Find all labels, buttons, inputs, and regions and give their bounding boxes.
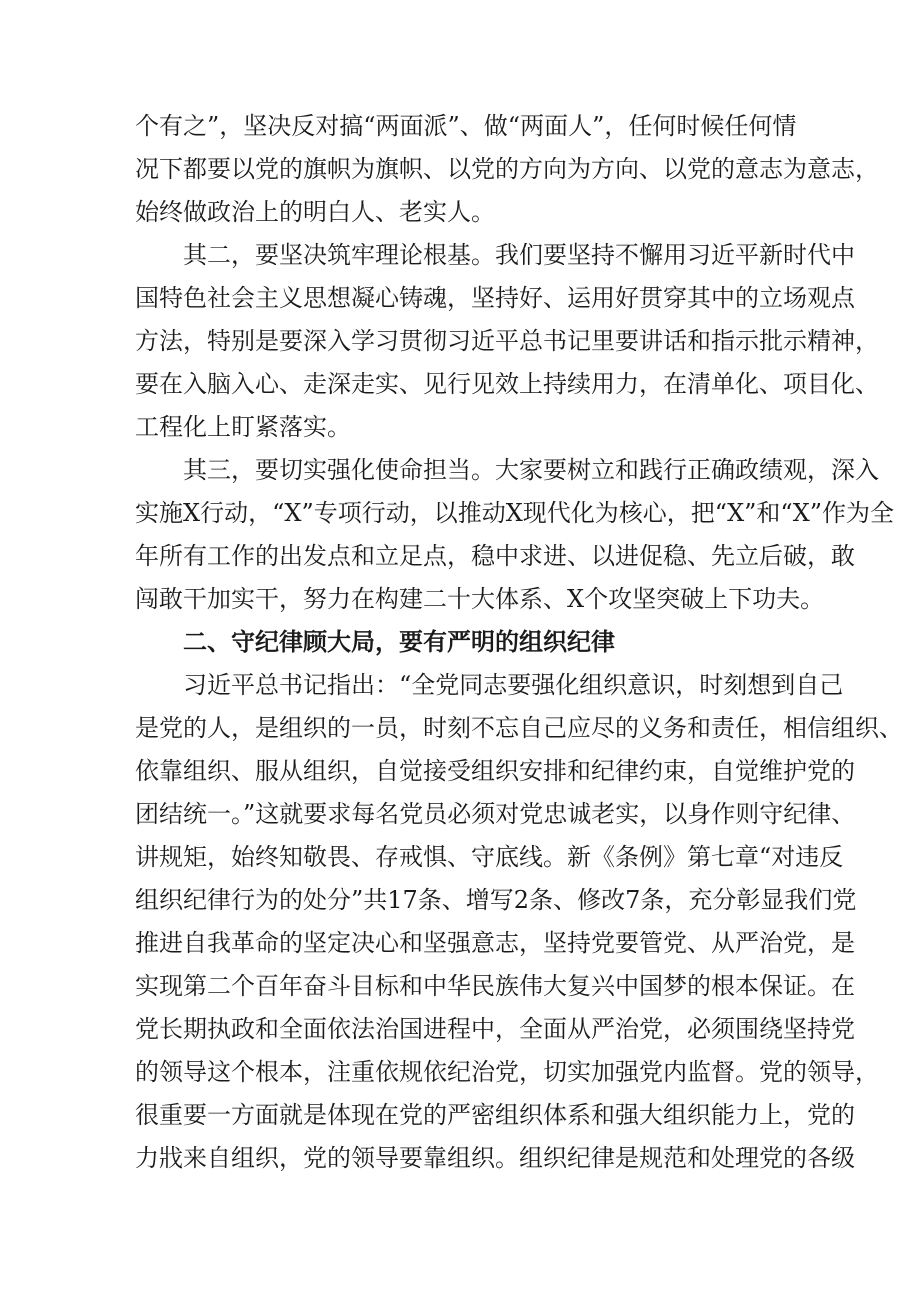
paragraph-line: 团结统一。”这就要求每名党员必须对党忠诚老实，以身作则守纪律、 <box>135 800 856 828</box>
paragraph-line: 是党的人，是组织的一员，时刻不忘自己应尽的义务和责任，相信组织、 <box>135 714 903 742</box>
paragraph-line: 况下都要以党的旗帜为旗帜、以党的方向为方向、以党的意志为意志， <box>135 155 879 183</box>
paragraph-line: 依靠组织、服从组织，自觉接受组织安排和纪律约束，自觉维护党的 <box>135 757 855 785</box>
paragraph-line: 其三，要切实强化使命担当。大家要树立和践行正确政绩观，深入 <box>183 456 879 484</box>
paragraph-line: 个有之”，坚决反对搞“两面派”、做“两面人”，任何时候任何情 <box>135 112 797 140</box>
paragraph-line: 始终做政治上的明白人、老实人。 <box>135 198 495 226</box>
paragraph-line: 的领导这个根本，注重依规依纪治党，切实加强党内监督。党的领导， <box>135 1058 879 1086</box>
paragraph-line: 年所有工作的出发点和立足点，稳中求进、以进促稳、先立后破，敢 <box>135 542 855 570</box>
paragraph-line: 组织纪律行为的处分”共17条、增写2条、修改7条，充分彰显我们党 <box>135 886 857 914</box>
paragraph-line: 闯敢干加实干，努力在构建二十大体系、X个攻坚突破上下功夫。 <box>135 585 825 613</box>
paragraph-line: 实施X行动，“X”专项行动，以推动X现代化为核心，把“X”和“X”作为全 <box>135 499 895 527</box>
paragraph-line: 推进自我革命的坚定决心和坚强意志，坚持党要管党、从严治党，是 <box>135 929 855 957</box>
paragraph-line: 党长期执政和全面依法治国进程中，全面从严治党，必须围绕坚持党 <box>135 1015 855 1043</box>
paragraph-line: 力戕来自组织，党的领导要靠组织。组织纪律是规范和处理党的各级 <box>135 1144 855 1172</box>
paragraph-line: 习近平总书记指出：“全党同志要强化组织意识，时刻想到自己 <box>183 671 844 699</box>
paragraph-line: 方法，特别是要深入学习贯彻习近平总书记里要讲话和指示批示精神， <box>135 327 879 355</box>
paragraph-line: 讲规矩，始终知敬畏、存戒惧、守底线。新《条例》第七章“对违反 <box>135 843 844 871</box>
paragraph-line: 其二，要坚决筑牢理论根基。我们要坚持不懈用习近平新时代中 <box>183 241 855 269</box>
paragraph-line: 要在入脑入心、走深走实、见行见效上持续用力，在清单化、项目化、 <box>135 370 879 398</box>
document-body <box>135 105 903 1180</box>
paragraph-line: 工程化上盯紧落实。 <box>135 413 351 441</box>
paragraph-line: 很重要一方面就是体现在党的严密组织体系和强大组织能力上，党的 <box>135 1101 855 1129</box>
paragraph-line: 国特色社会主义思想凝心铸魂，坚持好、运用好贯穿其中的立场观点 <box>135 284 855 312</box>
paragraph-line: 实现第二个百年奋斗目标和中华民族伟大复兴中国梦的根本保证。在 <box>135 972 855 1000</box>
section-heading: 二、守纪律顾大局，要有严明的组织纪律 <box>183 628 615 656</box>
